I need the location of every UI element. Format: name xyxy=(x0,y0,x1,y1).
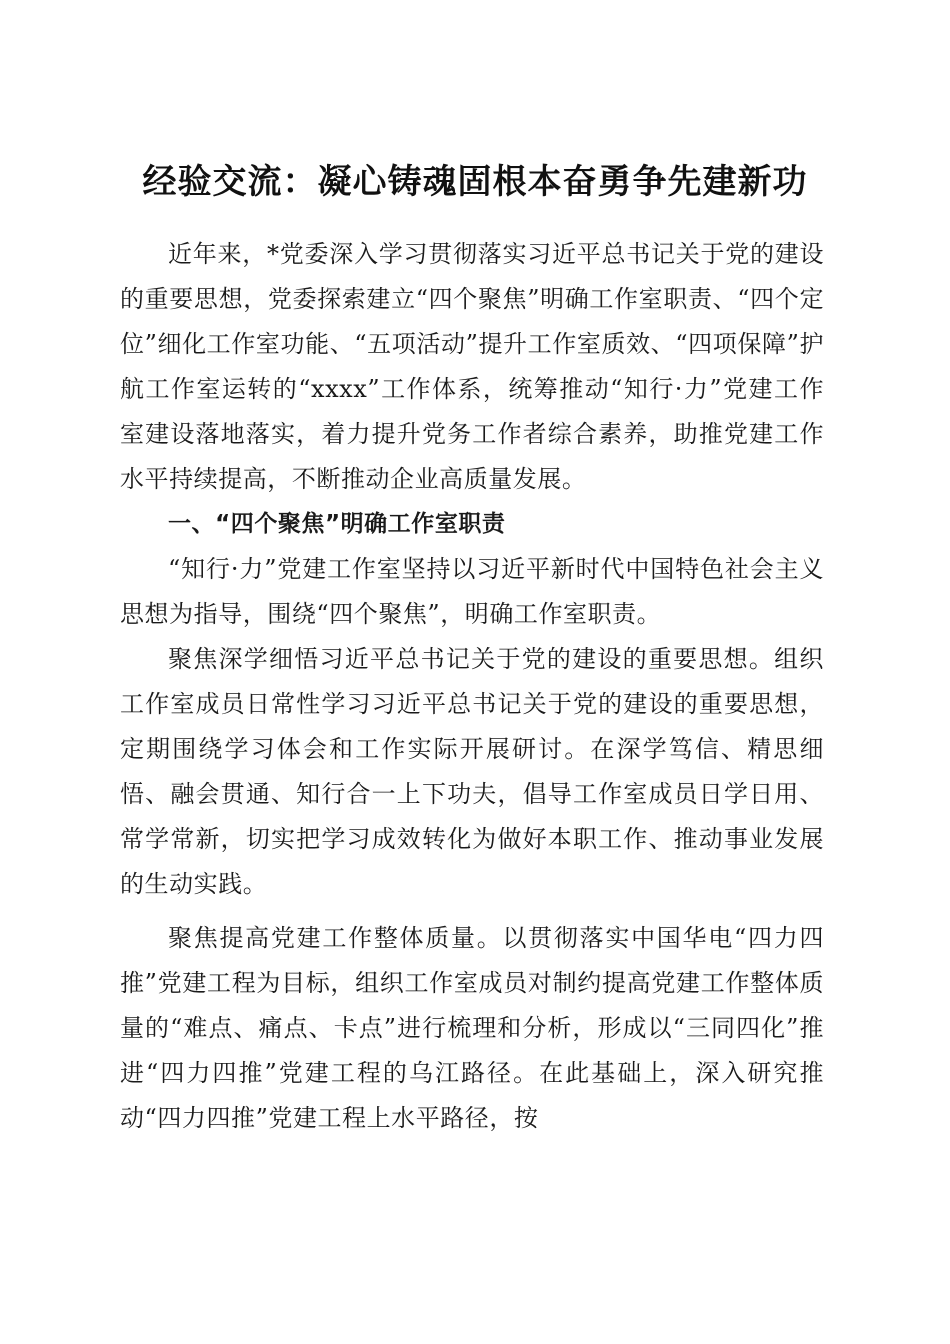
intro-paragraph: 近年来，*党委深入学习贯彻落实习近平总书记关于党的建设的重要思想，党委探索建立“四个聚焦”明确工作室职责、“四个定位”细化工作室功能、“五项活动”提升工作室质效、“四项保障”护航工作室运转的“xxxx”工作体系，统筹推动“知行·力”党建工作室建设落地落实，着力提升党务工作者综合素养，助推党建工作水平持续提高，不断推动企业高质量发展。 xyxy=(120,240,824,493)
section-1-overview-paragraph: “知行·力”党建工作室坚持以习近平新时代中国特色社会主义思想为指导，围绕“四个聚焦”，明确工作室职责。 xyxy=(120,555,824,628)
section-heading-1: 一、“四个聚焦”明确工作室职责 xyxy=(168,511,506,537)
section-1-focus-study-paragraph: 聚焦深学细悟习近平总书记关于党的建设的重要思想。组织工作室成员日常性学习习近平总书记关于党的建设的重要思想，定期围绕学习体会和工作实际开展研讨。在深学笃信、精思细悟、融会贯通、知行合一上下功夫，倡导工作室成员日学日用、常学常新，切实把学习成效转化为做好本职工作、推动事业发展的生动实践。 xyxy=(120,645,824,898)
document-body xyxy=(120,232,824,1141)
section-1-focus-quality-paragraph: 聚焦提高党建工作整体质量。以贯彻落实中国华电“四力四推”党建工程为目标，组织工作室成员对制约提高党建工作整体质量的“难点、痛点、卡点”进行梳理和分析，形成以“三同四化”推进“四力四推”党建工程的乌江路径。在此基础上，深入研究推动“四力四推”党建工程上水平路径，按 xyxy=(120,924,824,1132)
document-title: 经验交流：凝心铸魂固根本奋勇争先建新功 xyxy=(142,161,808,202)
